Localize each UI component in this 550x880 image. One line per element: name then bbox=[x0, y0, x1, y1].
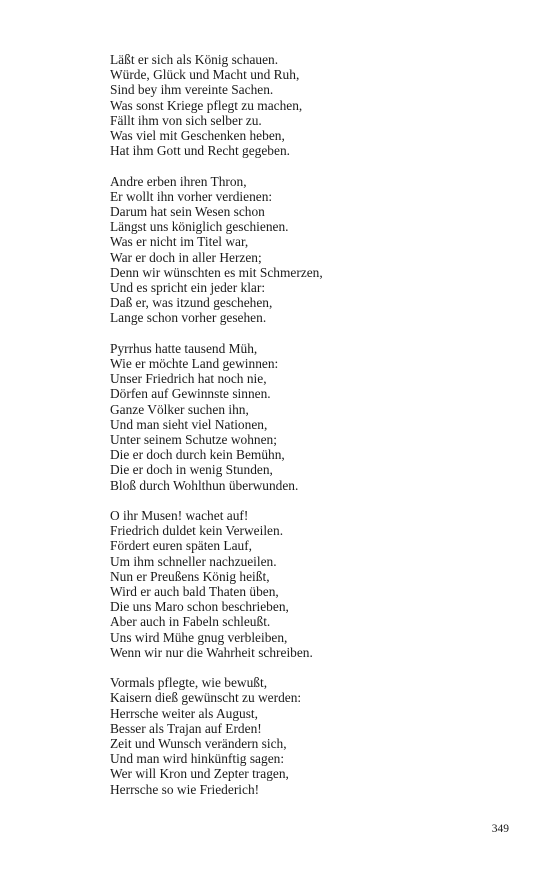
verse-line: Bloß durch Wohlthun überwunden. bbox=[110, 477, 299, 493]
verse-line: Unser Friedrich hat noch nie, bbox=[110, 371, 267, 387]
page-number: 349 bbox=[491, 823, 509, 835]
verse-line: Und man sieht viel Nationen, bbox=[110, 416, 268, 432]
verse-line: Sind bey ihm vereinte Sachen. bbox=[110, 82, 274, 98]
verse-line: Wer will Kron und Zepter tragen, bbox=[110, 766, 289, 782]
verse-line: Pyrrhus hatte tausend Müh, bbox=[110, 340, 258, 356]
verse-line: Herrsche weiter als August, bbox=[110, 705, 258, 721]
verse-line: Hat ihm Gott und Recht gegeben. bbox=[110, 143, 290, 159]
verse-line: Fördert euren späten Lauf, bbox=[110, 538, 253, 554]
verse-line: Die er doch durch kein Bemühn, bbox=[110, 447, 285, 463]
verse-line: Zeit und Wunsch verändern sich, bbox=[110, 736, 287, 752]
verse-line: Längst uns königlich geschienen. bbox=[110, 219, 289, 235]
verse-line: Um ihm schneller nachzueilen. bbox=[110, 553, 277, 569]
verse-line: Unter seinem Schutze wohnen; bbox=[110, 432, 277, 448]
verse-line: Was er nicht im Titel war, bbox=[110, 234, 249, 250]
verse-line: Die er doch in wenig Stunden, bbox=[110, 462, 273, 478]
verse-line: Die uns Maro schon beschrieben, bbox=[110, 599, 289, 615]
poem-body bbox=[110, 52, 510, 812]
verse-line: Wie er möchte Land gewinnen: bbox=[110, 356, 279, 372]
stanza bbox=[110, 174, 510, 326]
verse-line: Was viel mit Geschenken heben, bbox=[110, 128, 285, 144]
verse-line: Läßt er sich als König schauen. bbox=[110, 52, 279, 67]
verse-line: Friedrich duldet kein Verweilen. bbox=[110, 523, 284, 539]
verse-line: Nun er Preußens König heißt, bbox=[110, 568, 270, 584]
verse-line: Lange schon vorher gesehen. bbox=[110, 310, 267, 326]
verse-line: Vormals pflegte, wie bewußt, bbox=[110, 675, 268, 691]
verse-line: Denn wir wünschten es mit Schmerzen, bbox=[110, 264, 323, 280]
verse-line: Was sonst Kriege pflegt zu machen, bbox=[110, 97, 303, 113]
stanza bbox=[110, 52, 510, 158]
verse-line: Und man wird hinkünftig sagen: bbox=[110, 751, 285, 767]
verse-line: Kaisern dieß gewünscht zu werden: bbox=[110, 690, 302, 706]
verse-line: Darum hat sein Wesen schon bbox=[110, 204, 265, 220]
verse-line: Wird er auch bald Thaten üben, bbox=[110, 584, 279, 600]
stanza bbox=[110, 341, 510, 493]
stanza bbox=[110, 675, 510, 797]
verse-line: Aber auch in Fabeln schleußt. bbox=[110, 614, 271, 630]
verse-line: Andre erben ihren Thron, bbox=[110, 173, 247, 189]
verse-line: Ganze Völker suchen ihn, bbox=[110, 401, 249, 417]
verse-line: Uns wird Mühe gnug verbleiben, bbox=[110, 629, 288, 645]
verse-line: War er doch in aller Herzen; bbox=[110, 249, 262, 265]
verse-line: Würde, Glück und Macht und Ruh, bbox=[110, 67, 300, 83]
verse-line: Fällt ihm von sich selber zu. bbox=[110, 112, 262, 128]
verse-line: Besser als Trajan auf Erden! bbox=[110, 720, 262, 736]
verse-line: Dörfen auf Gewinnste sinnen. bbox=[110, 386, 271, 402]
verse-line: Er wollt ihn vorher verdienen: bbox=[110, 188, 273, 204]
verse-line: Herrsche so wie Friederich! bbox=[110, 781, 260, 797]
stanza bbox=[110, 508, 510, 660]
verse-line: Wenn wir nur die Wahrheit schreiben. bbox=[110, 644, 313, 660]
verse-line: Daß er, was itzund geschehen, bbox=[110, 295, 273, 311]
verse-line: Und es spricht ein jeder klar: bbox=[110, 280, 266, 296]
verse-line: O ihr Musen! wachet auf! bbox=[110, 508, 249, 524]
